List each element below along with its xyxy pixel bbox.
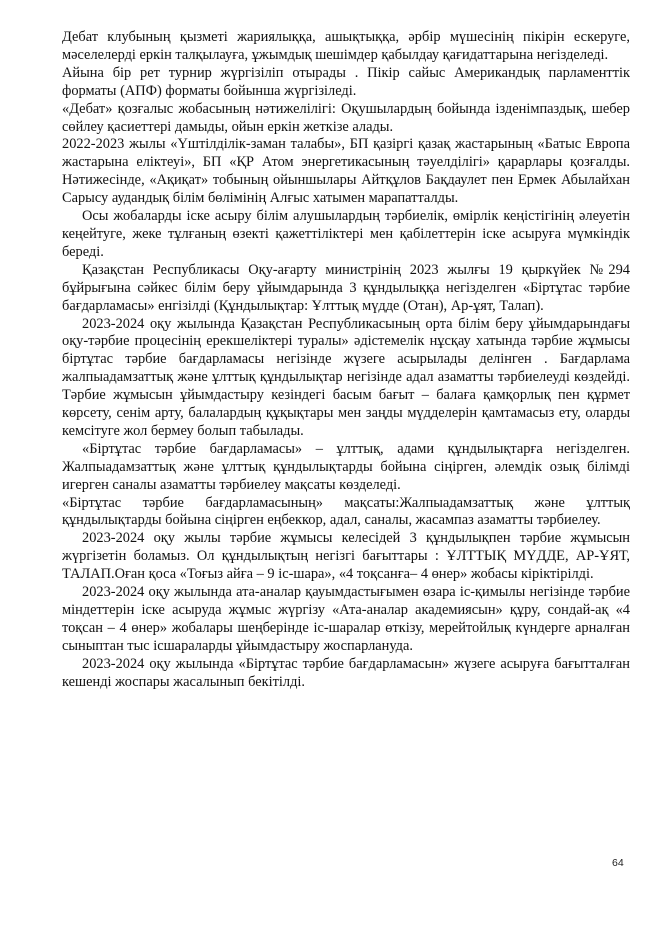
paragraph-monthly-tournament: Айына бір рет турнир жүргізіліп отырады . Пікір сайыс Американдық парламенттік форматы (АПФ) форматы бойынша жүргізіледі. [62, 64, 630, 99]
paragraph-unified-program-definition: «Біртұтас тәрбие бағдарламасы» – ұлттық, адами құндылықтарға негізделген. Жалпыадамзаттық және ұлттық құндылықтарды бойына сіңірген, әлемдік озық білімді игерген саналы азаматты тәрбиелеу мақсаты көзделеді. [62, 440, 630, 493]
paragraph-project-benefits: Осы жобаларды іске асыру білім алушылардың тәрбиелік, өмірлік кеңістігінің әлеуетін кеңейтуге, жеке тұлғаның өзекті қажеттіліктері мен қабілеттерін іске асыруға мүмкіндік береді. [62, 208, 630, 260]
paragraph-methodical-letter: 2023-2024 оқу жылында Қазақстан Республикасының орта білім беру ұйымдарындағы оқу-тәрбие процесінің ерекшеліктері туралы» әдістемелік нұсқау хатында тәрбие жұмысы біртұтас тәрбие бағдарламасы негізінде жүзеге асырылады делінген . Бағдарлама жалпыадамзаттық және ұлттық құндылықтар негізінде адал азаматты тәрбиелеуді көздейді. Тәрбие жұмысын ұйымдастыру кезіндегі басым бағыт – балаға қамқорлық пен құрмет көрсету, сенім арту, балалардың құқықтары мен заңды мүдделерін қамтамасыз ету, оларды кемсітуге жол бермеу болып табылады. [62, 315, 630, 439]
paragraph-three-values: 2023-2024 оқу жылы тәрбие жұмысы келесідей 3 құндылықпен тәрбие жұмысын жүргізетін боламыз. Ол құндылықтың негізгі бағыттары : ҰЛТТЫҚ МҮДДЕ, АР-ҰЯТ, ТАЛАП.Оған қоса «Тоғыз айға – 9 іс-шара», «4 тоқсанға– 4 өнер» жобасы кірiктiрiлдi. [62, 530, 630, 583]
paragraph-debate-results: «Дебат» қозғалыс жобасының нәтижелілігі: Оқушылардың бойында ізденімпаздық, шебер сөйлеу қасиеттері дамыды, ойын еркін жеткізе алады. [62, 100, 630, 135]
paragraph-parents-community: 2023-2024 оқу жылында ата-аналар қауымдастығымен өзара іс-қимылы негізінде тәрбие міндеттерін іске асыруда жұмыс жүргізу «Ата-аналар академиясын» құру, сондай-ақ «4 тоқсан – 4 өнер» жобалары шеңберінде іс-шаралар өткізу, мерейтойлық күндерге арналған сыныптан тыс ісшараларды ұйымдастыру жоспарлануда. [62, 584, 630, 654]
page-number: 64 [612, 857, 624, 869]
document-body [62, 29, 630, 692]
paragraph-debate-club-principles: Дебат клубының қызметі жариялыққа, ашықтыққа, әрбір мүшесінің пікірін ескеруге, мәселелерді еркін талқылауға, ұжымдық шешімдер қабылдау қағидаттарына негізделеді. [62, 29, 630, 63]
paragraph-2022-2023-resolutions: 2022-2023 жылы «Үштілділік-заман талабы», БП қазіргі қазақ жастарының «Батыс Европа жастарына еліктеуі», БП «ҚР Атом энергетикасының тәуелділігі» қарарлары қозғалды. Нәтижесінде, «Ақиқат» тобының ойыншылары Айтқұлов Бақдаулет пен Ермек Абылайхан Сарысу аудандық білім бөлімінің Алғыс хатымен марапатталды. [62, 136, 630, 207]
paragraph-comprehensive-plan: 2023-2024 оқу жылында «Біртұтас тәрбие бағдарламасын» жүзеге асыруға бағытталған кешенді жоспары жасалынып бекітілді. [62, 655, 630, 690]
paragraph-ministry-order: Қазақстан Республикасы Оқу-ағарту министрінің 2023 жылғы 19 қыркүйек №294 бұйрығына сәйкес білім беру ұйымдарында 3 құндылыққа негізделген «Біртұтас тәрбие бағдарламасы» енгізілді (Құндылықтар: Ұлттық мүдде (Отан), Ар-ұят, Талап). [62, 261, 630, 314]
paragraph-unified-program-goal: «Біртұтас тәрбие бағдарламасының» мақсаты:Жалпыадамзаттық және ұлттық құндылықтарды бойына сіңірген еңбеккор, адал, саналы, жасампаз азаматты тәрбиелеу. [62, 494, 630, 529]
